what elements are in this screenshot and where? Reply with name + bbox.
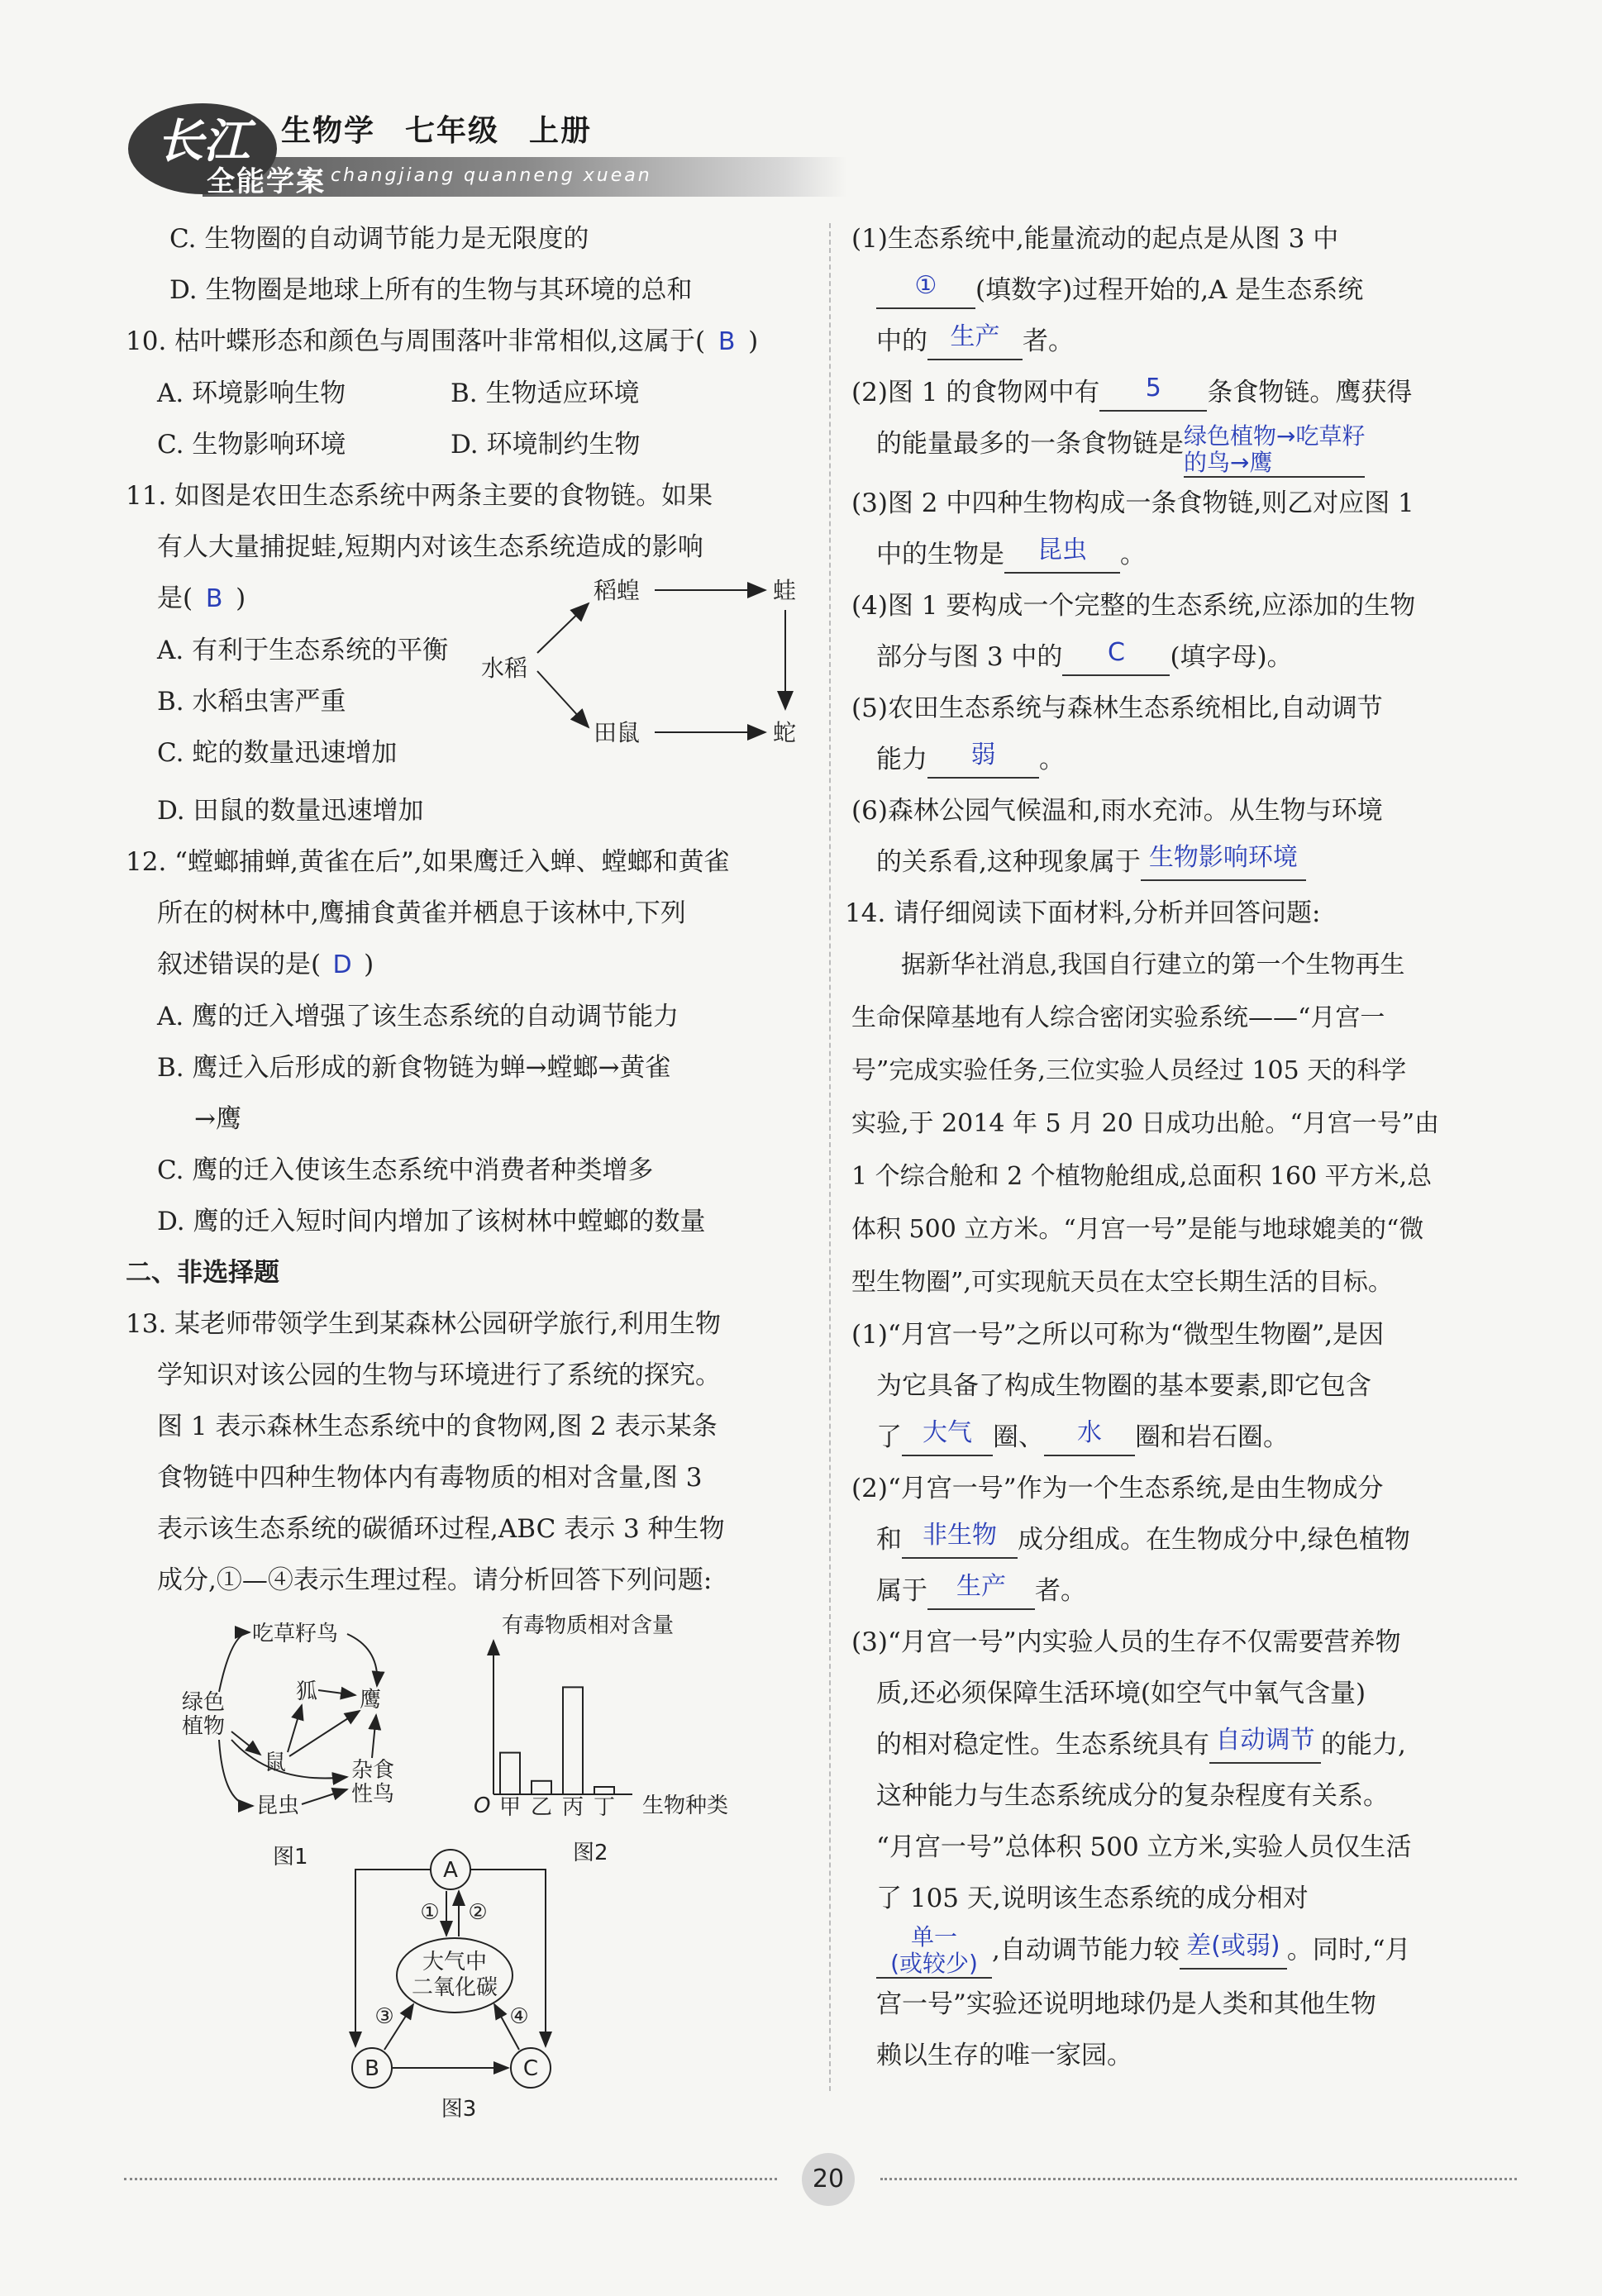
q13-2-line-2 <box>851 418 1538 478</box>
fig-frog: 蛙 <box>773 577 797 604</box>
q10-answer: B <box>718 327 736 356</box>
q10-stem: 10. 枯叶蝶形态和颜色与周围落叶非常相似,这属于( B ) <box>126 326 759 356</box>
header-pinyin: changjiang quanneng xuean <box>331 165 652 186</box>
fig3-caption: 图3 <box>441 2097 477 2122</box>
q14-3-line-9: 赖以生存的唯一家园。 <box>876 2041 1132 2070</box>
q14-2-line-2 <box>851 1514 1538 1565</box>
fig3-p4: ④ <box>509 2004 529 2029</box>
fig1-seedbird: 吃草籽鸟 <box>252 1622 339 1646</box>
q13-5-line-1: (5)农田生态系统与森林生态系统相比,自动调节 <box>851 693 1383 723</box>
fig2-bar-0 <box>500 1753 520 1794</box>
q14-1-line-1: (1)“月宫一号”之所以可称为“微型生物圈”,是因 <box>851 1320 1385 1350</box>
q10-text: 10. 枯叶蝶形态和颜色与周围落叶非常相似,这属于( <box>126 326 706 356</box>
fig3-label-c: C <box>522 2056 539 2081</box>
fig2-caption: 图2 <box>573 1841 608 1865</box>
q14-2-text-2b: 成分组成。在生物成分中,绿色植物 <box>1018 1525 1410 1555</box>
q12-stem-1: 12. “螳螂捕蝉,黄雀在后”,如果鹰迁入蝉、螳螂和黄雀 <box>126 847 730 877</box>
header <box>124 91 727 198</box>
q14-3-text-3b: 的能力, <box>1321 1730 1406 1760</box>
q11-option-d: D. 田鼠的数量迅速增加 <box>157 796 424 826</box>
fig1-mouse: 鼠 <box>265 1751 287 1775</box>
q14-2-text-3a: 属于 <box>876 1576 927 1606</box>
q10-options-cd <box>132 419 810 470</box>
q11-option-b: B. 水稻虫害严重 <box>157 687 346 717</box>
q14-3-answer-1: 自动调节 <box>1215 1726 1315 1755</box>
q13-2-text-1a: (2)图 1 的食物网中有 <box>851 378 1100 407</box>
q13-6-text-2: 的关系看,这种现象属于 <box>876 847 1141 877</box>
material-line-6: 体积 500 立方米。“月宫一号”是能与地球媲美的“微 <box>851 1215 1424 1244</box>
q9-option-d: D. 生物圈是地球上所有的生物与其环境的总和 <box>169 275 693 305</box>
q13-3-text-2b: 。 <box>1120 540 1146 569</box>
q10-options-ab <box>132 368 810 419</box>
fig1-fox: 狐 <box>296 1679 318 1704</box>
fig1-caption: 图1 <box>273 1845 308 1870</box>
q11-stem-1: 11. 如图是农田生态系统中两条主要的食物链。如果 <box>126 481 713 511</box>
q10-option-a: A. 环境影响生物 <box>157 379 346 408</box>
page-title <box>281 107 622 150</box>
q9-option-c: C. 生物圈的自动调节能力是无限度的 <box>169 224 589 254</box>
q13-6-line-1: (6)森林公园气候温和,雨水充沛。从生物与环境 <box>851 796 1383 826</box>
arrow-mouse-fox <box>288 1705 302 1752</box>
page-number: 20 <box>802 2153 855 2206</box>
left-column <box>126 213 810 1606</box>
q13-line-2: 学知识对该公园的生物与环境进行了系统的探究。 <box>157 1360 721 1390</box>
fig1-plant-2: 植物 <box>182 1714 226 1739</box>
fig2-origin: O <box>474 1793 491 1818</box>
volume-label: 上册 <box>529 114 593 148</box>
arrow-plant-seedbird <box>219 1632 250 1692</box>
grade-label: 七年级 <box>405 114 500 148</box>
q13-6-answer: 生物影响环境 <box>1148 843 1298 872</box>
q14-3-line-7 <box>851 1924 1538 1979</box>
arrow-rice-locust <box>537 603 589 653</box>
q14-stem: 14. 请仔细阅读下面材料,分析并回答问题: <box>845 898 1321 928</box>
q13-1-line-2 <box>851 264 1538 316</box>
q13-5-line-2 <box>851 734 1538 785</box>
q12-option-c: C. 鹰的迁入使该生态系统中消费者种类增多 <box>157 1155 654 1185</box>
fig3-co2-1: 大气中 <box>422 1950 488 1974</box>
q13-1-line-1: (1)生态系统中,能量流动的起点是从图 3 中 <box>851 224 1339 254</box>
q14-3-answer-2a: 单一 <box>910 1923 957 1951</box>
fig2-tick-label-2: 丙 <box>561 1795 584 1820</box>
q13-5-answer: 弱 <box>970 741 996 769</box>
q14-1-answer-1: 大气 <box>923 1418 972 1447</box>
q14-2-answer-2: 生产 <box>956 1572 1006 1601</box>
section-heading: 二、非选择题 <box>126 1258 279 1288</box>
right-column <box>845 213 1538 2081</box>
fig2-tick-label-1: 乙 <box>530 1795 553 1820</box>
q14-3-line-5: “月宫一号”总体积 500 立方米,实验人员仅生活 <box>876 1832 1412 1862</box>
q13-line-1: 13. 某老师带领学生到某森林公园研学旅行,利用生物 <box>126 1309 722 1339</box>
q13-4-text-2b: (填字母)。 <box>1170 642 1293 672</box>
q13-line-5: 表示该生态系统的碳循环过程,ABC 表示 3 种生物 <box>157 1514 725 1544</box>
q14-1-answer-2: 水 <box>1077 1418 1102 1447</box>
q12-answer: D <box>332 950 352 979</box>
q14-1-text-3b: 圈、 <box>993 1422 1044 1452</box>
q14-3-answer-3: 差(或弱) <box>1186 1931 1280 1960</box>
q12-stem-3: 叙述错误的是( D ) <box>157 950 374 979</box>
arrow-seedbird-hawk <box>347 1634 377 1686</box>
q14-2-text-3b: 者。 <box>1035 1576 1086 1606</box>
q12-option-b-1: B. 鹰迁入后形成的新食物链为蝉→螳螂→黄雀 <box>157 1053 671 1083</box>
material-line-7: 型生物圈”,可实现航天员在太空长期生活的目标。 <box>851 1268 1393 1297</box>
q13-1-text-3b: 者。 <box>1023 326 1074 356</box>
q13-2-answer-2a: 绿色植物→吃草籽 <box>1184 422 1366 450</box>
q13-2-text-2: 的能量最多的一条食物链是 <box>876 429 1184 459</box>
fig1-omni-1: 杂食 <box>351 1758 395 1783</box>
fig-rice: 水稻 <box>481 655 528 682</box>
fig1-omni-2: 性鸟 <box>351 1782 395 1807</box>
fig-snake: 蛇 <box>773 719 797 746</box>
fig2-bar-2 <box>563 1687 583 1794</box>
q11-text: 是( <box>157 584 193 613</box>
q14-1-line-3 <box>851 1412 1538 1463</box>
q14-3-line-4: 这种能力与生态系统成分的复杂程度有关系。 <box>876 1781 1389 1811</box>
q13-4-answer: C <box>1107 638 1125 667</box>
q11-stem-2: 有人大量捕捉蛙,短期内对该生态系统造成的影响 <box>157 532 703 562</box>
fig2-tick-label-3: 丁 <box>593 1795 616 1820</box>
q13-5-text-2a: 能力 <box>876 745 927 774</box>
q11-option-a: A. 有利于生态系统的平衡 <box>157 636 449 665</box>
q14-3-text-7b: ,自动调节能力较 <box>992 1935 1180 1965</box>
q11-stem-3: 是( B ) <box>157 584 246 613</box>
column-divider <box>829 223 831 2091</box>
arrow-insect-omni <box>302 1789 347 1804</box>
q13-3-line-1: (3)图 2 中四种生物构成一条食物链,则乙对应图 1 <box>851 488 1414 518</box>
q14-2-line-3 <box>851 1565 1538 1617</box>
q13-4-line-1: (4)图 1 要构成一个完整的生态系统,应添加的生物 <box>851 591 1416 621</box>
arrow-rice-mouse <box>537 671 589 727</box>
arrow-plant-mouse <box>231 1732 260 1755</box>
q12-option-d: D. 鹰的迁入短时间内增加了该树林中螳螂的数量 <box>157 1207 706 1236</box>
subject-label: 生物学 <box>281 114 376 148</box>
fig3-label-b: B <box>365 2056 379 2081</box>
q13-3-text-2a: 中的生物是 <box>876 540 1004 569</box>
q14-2-answer-1: 非生物 <box>923 1521 997 1550</box>
q12-stem-2: 所在的树林中,鹰捕食黄雀并栖息于该林中,下列 <box>157 898 686 928</box>
q13-4-line-2 <box>851 631 1538 683</box>
q14-2-line-1: (2)“月宫一号”作为一个生态系统,是由生物成分 <box>851 1474 1384 1503</box>
material-line-4: 实验,于 2014 年 5 月 20 日成功出舱。“月宫一号”由 <box>851 1109 1440 1138</box>
fig3-label-a: A <box>443 1858 458 1883</box>
q14-1-line-2: 为它具备了构成生物圈的基本要素,即它包含 <box>876 1371 1371 1401</box>
footer <box>124 2153 1513 2219</box>
q14-3-text-7c: 。同时,“月 <box>1286 1935 1411 1965</box>
q13-5-text-2b: 。 <box>1039 745 1065 774</box>
q14-3-answer-2b: (或较少) <box>890 1950 978 1977</box>
q13-line-3: 图 1 表示森林生态系统中的食物网,图 2 表示某条 <box>157 1412 718 1441</box>
q11-answer: B <box>205 584 223 613</box>
arrow-plant-insect <box>219 1740 253 1806</box>
q11-option-c: C. 蛇的数量迅速增加 <box>157 738 398 768</box>
material-line-3: 号”完成实验任务,三位实验人员经过 105 天的科学 <box>851 1056 1407 1085</box>
fig2-tick-label-0: 甲 <box>498 1795 522 1820</box>
q13-line-6: 成分,①—④表示生理过程。请分析回答下列问题: <box>157 1565 713 1595</box>
q14-3-line-2: 质,还必须保障生活环境(如空气中氧气含量) <box>876 1679 1366 1708</box>
footer-dots-right <box>880 2178 1517 2183</box>
q13-1-text-3a: 中的 <box>876 326 927 356</box>
q14-3-line-8: 宫一号”实验还说明地球仍是人类和其他生物 <box>876 1989 1376 2019</box>
q13-2-line-1 <box>851 367 1538 418</box>
q10-option-c: C. 生物影响环境 <box>157 430 346 460</box>
q12-text: 叙述错误的是( <box>157 950 322 979</box>
arrow-omni-hawk <box>372 1715 376 1758</box>
fig-locust: 稻蝗 <box>594 577 641 604</box>
figure-1-food-web <box>174 1616 422 1880</box>
q12-option-a: A. 鹰的迁入增强了该生态系统的自动调节能力 <box>157 1002 679 1031</box>
q14-2-text-2a: 和 <box>876 1525 902 1555</box>
fig1-hawk: 鹰 <box>360 1688 382 1712</box>
logo-subtitle: 全能学案 <box>207 165 326 198</box>
q14-3-line-6: 了 105 天,说明该生态系统的成分相对 <box>876 1884 1309 1913</box>
q14-material <box>851 939 1538 1309</box>
material-line-5: 1 个综合舱和 2 个植物舱组成,总面积 160 平方米,总 <box>851 1162 1433 1191</box>
q14-3-text-3a: 的相对稳定性。生态系统具有 <box>876 1730 1209 1760</box>
arrow-mouse-hawk <box>289 1711 360 1756</box>
arrow-fox-hawk <box>318 1690 355 1695</box>
q14-3-line-1: (3)“月宫一号”内实验人员的生存不仅需要营养物 <box>851 1627 1401 1657</box>
q13-6-line-2 <box>851 836 1538 888</box>
q13-1-line-3 <box>851 316 1538 367</box>
footer-dots-left <box>124 2178 777 2183</box>
material-line-1: 据新华社消息,我国自行建立的第一个生物再生 <box>901 950 1405 979</box>
q12-option-b-2: →鹰 <box>194 1104 241 1134</box>
q13-3-line-2 <box>851 529 1538 580</box>
fig1-insect: 昆虫 <box>256 1793 300 1818</box>
q13-2-answer-1: 5 <box>1145 374 1161 403</box>
logo-text: 长江 <box>157 114 250 169</box>
q13-2-answer-2b: 的鸟→鹰 <box>1184 449 1273 476</box>
fig-mouse: 田鼠 <box>594 719 641 746</box>
fig3-p1: ① <box>420 1900 440 1925</box>
q11-food-chain-figure <box>479 570 810 760</box>
fig3-co2-2: 二氧化碳 <box>411 1975 498 2000</box>
fig2-ylabel: 有毒物质相对含量 <box>502 1613 675 1638</box>
material-line-2: 生命保障基地有人综合密闭实验系统——“月宫一 <box>851 1003 1385 1032</box>
fig3-p2: ② <box>468 1900 488 1925</box>
q13-2-text-1b: 条食物链。鹰获得 <box>1207 378 1413 407</box>
figure-3-carbon-cycle <box>339 1843 587 2124</box>
q13-3-answer: 昆虫 <box>1037 536 1087 564</box>
q13-line-4: 食物链中四种生物体内有毒物质的相对含量,图 3 <box>157 1463 703 1493</box>
q13-1-answer-1: ① <box>914 271 937 300</box>
q10-option-d: D. 环境制约生物 <box>451 430 641 460</box>
figure-2-bar-chart <box>467 1608 765 1868</box>
fig2-bar-1 <box>532 1781 551 1794</box>
q14-1-text-3c: 圈和岩石圈。 <box>1135 1422 1289 1452</box>
q13-4-text-2a: 部分与图 3 中的 <box>876 642 1063 672</box>
fig2-xlabel: 生物种类 <box>642 1793 729 1818</box>
q13-1-answer-2: 生产 <box>950 322 1000 351</box>
q14-1-text-3a: 了 <box>876 1422 902 1452</box>
fig3-p3: ③ <box>374 2004 394 2029</box>
q14-3-line-3 <box>851 1719 1538 1770</box>
q13-1-text-2: (填数字)过程开始的,A 是生态系统 <box>975 275 1364 305</box>
q10-option-b: B. 生物适应环境 <box>451 379 640 408</box>
fig2-bar-3 <box>594 1787 614 1794</box>
fig1-plant-1: 绿色 <box>182 1690 226 1715</box>
